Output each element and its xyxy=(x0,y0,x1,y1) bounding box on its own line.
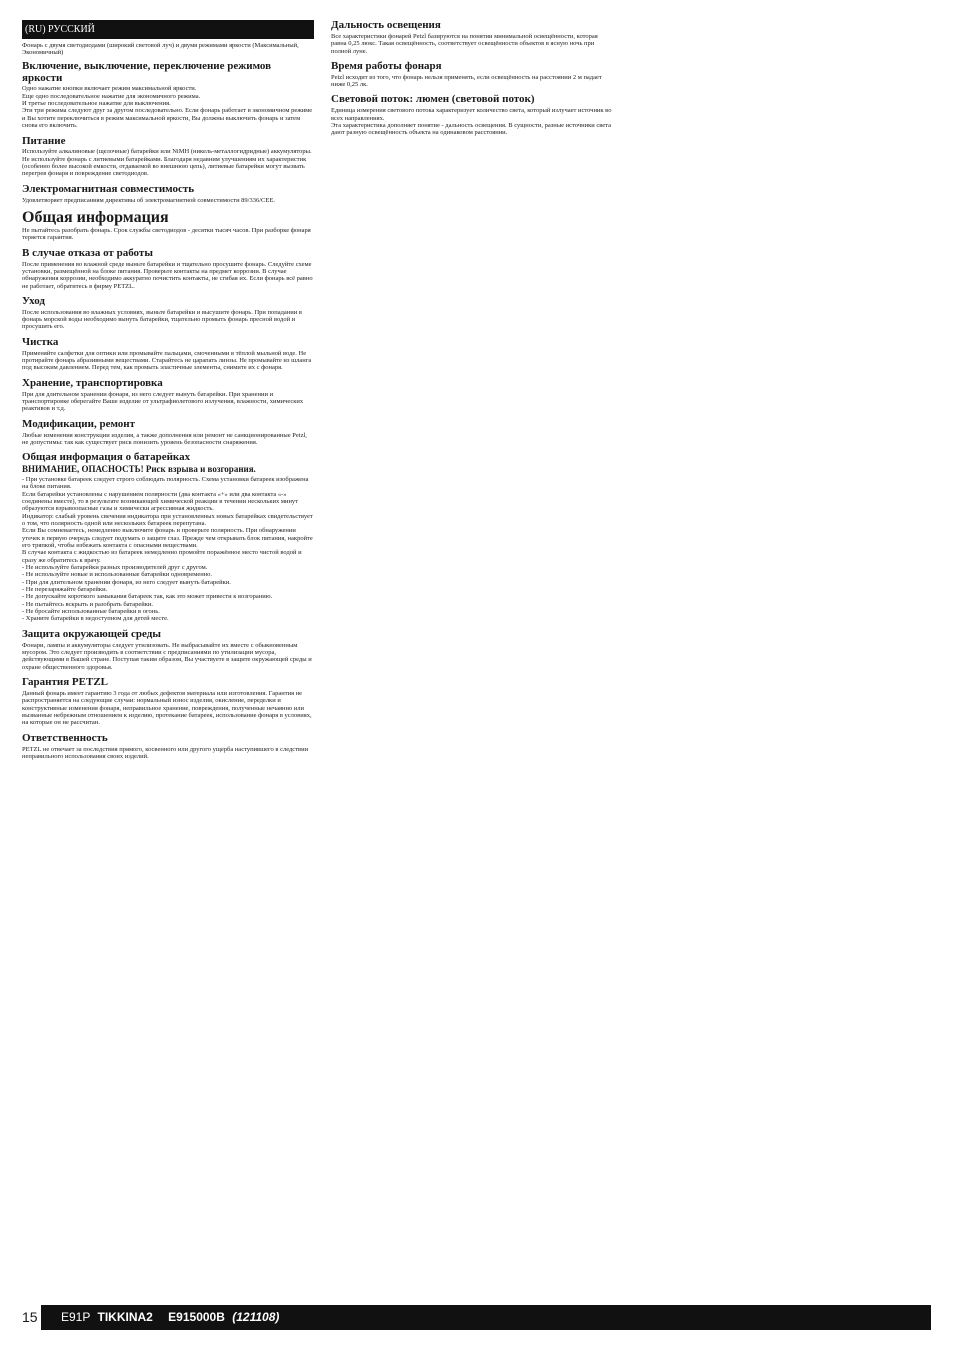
section xyxy=(22,337,314,372)
section-title: Питание xyxy=(22,134,66,147)
battery-warning: ВНИМАНИЕ, ОПАСНОСТЬ! Риск взрыва и возгорания. xyxy=(22,464,256,475)
section-group-a xyxy=(22,61,314,204)
footer-bar xyxy=(41,1305,931,1330)
section-body: После применения во влажной среде выньте батарейки и тщательно просушите фонарь. Следуйте схеме установки, размещённой на блоке питания. Проверьте контакты на предмет коррозии. В случае обнаружения коррозии, необходимо аккуратно почистить контакты, не сгибая их. Если фонарь всё равно не работает, обратитесь в фирму PETZL. xyxy=(22,260,313,290)
section-body: При для длительном хранении фонаря, из него следует вынуть батарейки. При хранении и транспортировке оберегайте Ваше изделие от ультрафиолетового излучения, влажности, химических реактивов и т.д. xyxy=(22,390,304,413)
section xyxy=(331,94,613,136)
section-title: В случае отказа от работы xyxy=(22,246,153,259)
general-info-title: Общая информация xyxy=(22,208,169,226)
section-body: Фонари, лампы и аккумуляторы следует утилизовать. Не выбрасывайте их вместе с обыкновенным мусором. Это следует производить в соответствии с предписаниями по утилизации мусора, действующими в Вашей стране. Поступая таким образом, Вы участвуете в защите окружающей среды и охране общественного здоровья. xyxy=(22,641,312,671)
page-number: 15 xyxy=(22,1309,38,1325)
section-body: После использования во влажных условиях, выньте батарейки и высушите фонарь. При попадании в фонарь морской воды необходимо вынуть батарейки, тщательно промыть фонарь пресной водой и просушить его. xyxy=(22,308,302,331)
section-title: Уход xyxy=(22,294,45,307)
left-column xyxy=(22,20,314,766)
product-intro: Фонарь с двумя светодиодами (широкий световой луч) и двумя режимами яркости (Максимальный, Экономичный) xyxy=(22,42,299,57)
section-body: Используйте алкалиновые (щелочные) батарейки или NiMH (никель-металлогидридные) аккумуляторы. Не используйте фонарь с литиевыми батарейками. Благодаря недавним улучшениям их характеристик (особенно более высокой емкости, отдаваемой во внешнюю цепь), литиевые батарейки могут вызвать перегрев фонаря и повреждение светодиодов. xyxy=(22,148,312,178)
general-info-body: Не пытайтесь разобрать фонарь. Срок службы светодиодов - десятки тысяч часов. При разборке фонаря теряется гарантия. xyxy=(22,226,311,242)
section xyxy=(22,733,314,761)
section xyxy=(22,378,314,413)
section-body: PETZL не отвечает за последствия прямого, косвенного или другого ущерба наступившего в следствии неправильного использования своих изделий. xyxy=(22,745,309,760)
section-title: Время работы фонаря xyxy=(331,59,442,72)
section xyxy=(22,136,314,178)
section xyxy=(22,677,314,727)
battery-section xyxy=(22,452,314,623)
section-group-b xyxy=(22,248,314,447)
section-body: Petzl исходит из того, что фонарь нельзя применять, если освещённость на расстоянии 2 м падает ниже 0,25 лк. xyxy=(331,73,602,89)
section-title: Гарантия PETZL xyxy=(22,676,108,689)
section-body: Одно нажатие кнопки включает режим максимальной яркости. Еще одно последовательное нажатие для экономичного режима. И третье последовательное нажатие для выключения. Эти три режима следуют друг за другом последовательно. Если фонарь работает в экономичном режиме и Вы хотите переключиться в режим максимальной яркости, Вы должны выключить фонарь и затем снова его включить. xyxy=(22,85,313,130)
section-group-right xyxy=(331,20,613,137)
doc-code: E915000B xyxy=(168,1310,225,1324)
section-body: Любые изменения конструкции изделия, а также дополнения или ремонт не санкционированные Petzl, не допустимы: так как существует риск понизить уровень безопасности снаряжения. xyxy=(22,431,307,446)
section xyxy=(331,20,613,55)
section xyxy=(22,296,314,331)
section-title: Чистка xyxy=(22,335,59,348)
section xyxy=(22,629,314,671)
doc-prefix: E91P xyxy=(61,1310,91,1324)
battery-title: Общая информация о батарейках xyxy=(22,451,191,464)
section-title: Световой поток: люмен (световой поток) xyxy=(331,93,535,106)
right-column xyxy=(331,20,613,143)
section xyxy=(331,61,613,89)
battery-body: - При установке батареек следует строго соблюдать полярность. Схема установки батареек изображена на блоке питания. Если батарейки установлены с нарушением полярности (два контакта «+» или два контакта «-» соединены вместе), то в результате возникающей химической реакции в течении нескольких минут образуются взрывоопасные газы и химически агрессивная жидкость. Индикатор: слабый уровень свечения индикатора при установленных новых батарейках свидетельствует о том, что полярность одной или нескольких батареек перепутана. Если Вы сомневаетесь, немедленно выключите фонарь и проверьте полярность. При обнаружении утечек в первую очередь следует подумать о защите глаз. Прежде чем открывать блок питания, накройте его тряпкой, чтобы избежать контакта с опасными веществами. В случае контакта с жидкостью из батареек немедленно промойте поражённое место чистой водой и сразу же обратитесь к врачу. - Не используйте батарейки разных производителей друг с другом. - Не используйте новые и использованные батарейки одновременно. - При для длительном хранении фонаря, из него следует вынуть батарейки. - Не перезаряжайте батарейки. - Не допускайте короткого замыкания батареек так, как это может привести к возгоранию. - Не пытайтесь вскрыть и разобрать батарейки. - Не бросайте использованные батарейки в огонь. - Храните батарейки в недоступном для детей месте. xyxy=(22,475,313,623)
section xyxy=(22,184,314,204)
section-title: Включение, выключение, переключение режимов яркости xyxy=(22,59,272,84)
section-title: Дальность освещения xyxy=(331,19,441,31)
section xyxy=(22,419,314,447)
section-title: Защита окружающей среды xyxy=(22,627,161,640)
section-body: Данный фонарь имеет гарантию 3 года от любых дефектов материала или изготовления. Гарантия не распространяется на следующие случаи: нормальный износ изделия, окисление, переделки и конструктивные изменения фонаря, неправильное хранение, повреждения, полученные нечаянно или вызванные небрежным отношением к изделию, протекание батареек, использование фонаря в условиях, на которые он не рассчитан. xyxy=(22,689,312,727)
section-title: Хранение, транспортировка xyxy=(22,376,163,389)
section-title: Электромагнитная совместимость xyxy=(22,182,195,195)
section-title: Ответственность xyxy=(22,731,108,744)
date-code: (121108) xyxy=(232,1310,280,1324)
product-model: TIKKINA2 xyxy=(97,1310,153,1324)
section xyxy=(22,61,314,130)
section-body: Применяйте салфетки для оптики или промывайте пальцами, смоченными в тёплой мыльной воде. Не протирайте фонарь абразивными веществами. Старайтесь не царапать линзы. Не промывайте из шланга под высоким давлением. Перед тем, как промыть эластичные элементы, снимите их с фонаря. xyxy=(22,349,312,372)
language-band: (RU) РУССКИЙ xyxy=(22,20,314,39)
section-body: Удовлетворяет предписаниям директивы об электромагнитной совместимости 89/336/CEE. xyxy=(22,196,275,204)
section-title: Модификации, ремонт xyxy=(22,417,136,430)
section-body: Единица измерения светового потока характеризует количество света, который излучает источник во всех направлениях. Эта характеристика дополняет понятие - дальность освещения. В сущности, разные источники света дают разную освещённость объекта на одинаковом расстоянии. xyxy=(331,107,612,137)
section-body: Все характеристики фонарей Petzl базируются на понятии минимальной освещённости, которая равна 0,25 люкс. Такая освещённость, соответствует освещённости объектов в ясную ночь при полной луне. xyxy=(331,32,598,55)
section xyxy=(22,248,314,290)
section-group-c xyxy=(22,629,314,760)
